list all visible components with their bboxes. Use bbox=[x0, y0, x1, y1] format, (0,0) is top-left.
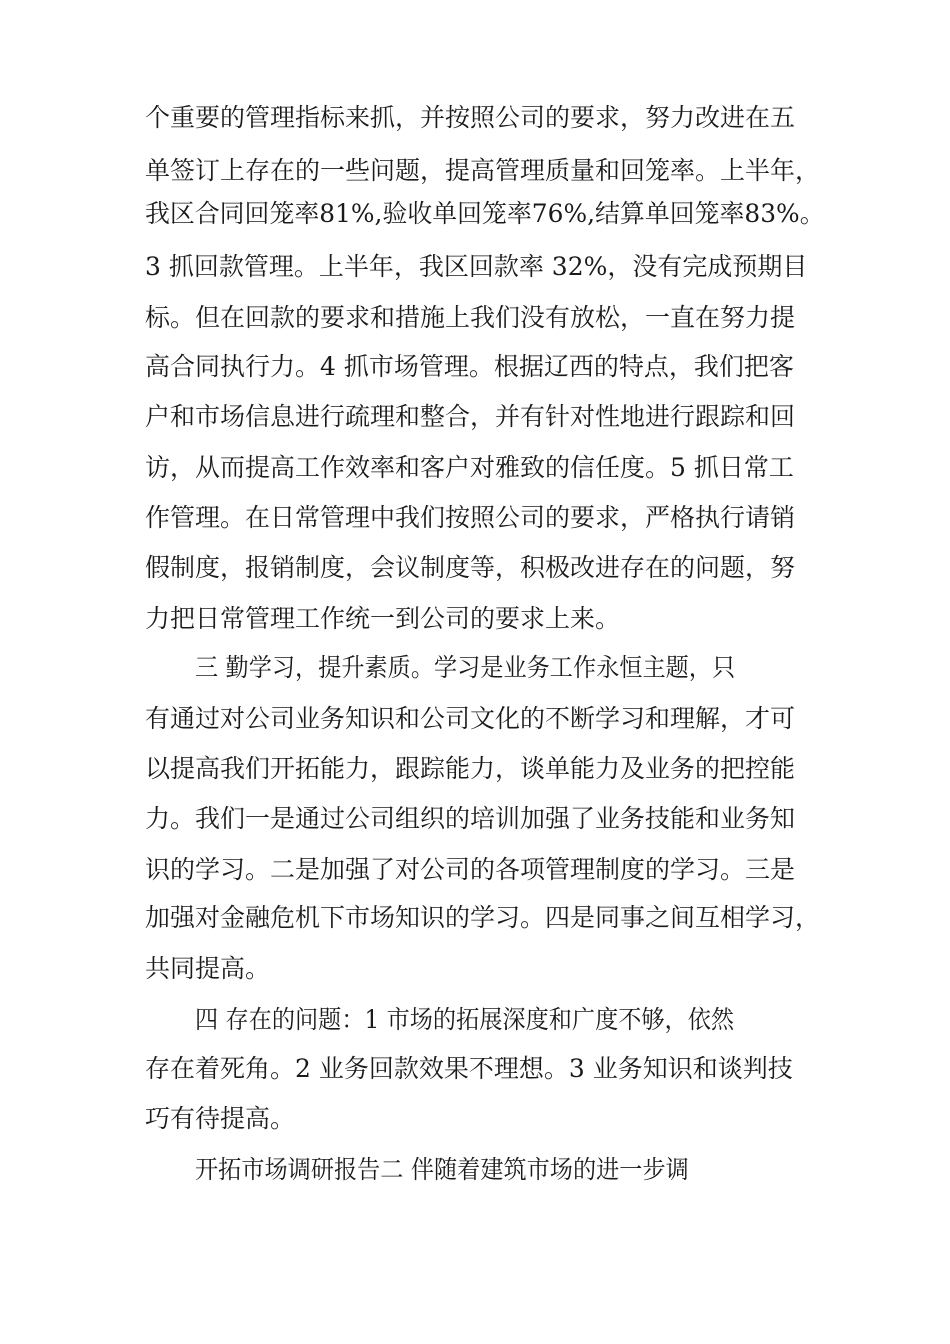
paragraph-1-line-8: 访，从而提高工作效率和客户对雅致的信任度。5 抓日常工 bbox=[145, 453, 794, 482]
paragraph-1-line-10: 假制度，报销制度，会议制度等，积极改进存在的问题，努 bbox=[145, 553, 796, 582]
paragraph-1-line-11: 力把日常管理工作统一到公司的要求上来。 bbox=[145, 604, 621, 633]
paragraph-2-line-2: 有通过对公司业务知识和公司文化的不断学习和理解，才可 bbox=[145, 704, 796, 733]
paragraph-1-line-2: 单签订上存在的一些问题，提高管理质量和回笼率。上半年， bbox=[145, 156, 821, 185]
paragraph-2-line-4: 力。我们一是通过公司组织的培训加强了业务技能和业务知 bbox=[145, 804, 796, 833]
paragraph-2-line-3: 以提高我们开拓能力，跟踪能力，谈单能力及业务的把控能 bbox=[145, 754, 796, 783]
paragraph-1-line-4: 3 抓回款管理。上半年，我区回款率 32%，没有完成预期目 bbox=[145, 252, 808, 281]
paragraph-2-line-7: 共同提高。 bbox=[145, 954, 271, 983]
paragraph-1-line-6: 高合同执行力。4 抓市场管理。根据辽西的特点，我们把客 bbox=[145, 352, 794, 381]
paragraph-1-line-7: 户和市场信息进行疏理和整合，并有针对性地进行跟踪和回 bbox=[145, 402, 796, 431]
paragraph-3-line-3: 巧有待提高。 bbox=[145, 1104, 296, 1133]
paragraph-2-line-1: 三 勤学习，提升素质。学习是业务工作永恒主题，只 bbox=[195, 653, 736, 682]
paragraph-3-line-2: 存在着死角。2 业务回款效果不理想。3 业务知识和谈判技 bbox=[145, 1054, 793, 1083]
paragraph-1-line-1: 个重要的管理指标来抓，并按照公司的要求，努力改进在五 bbox=[145, 103, 796, 132]
paragraph-3-line-1: 四 存在的问题：1 市场的拓展深度和广度不够，依然 bbox=[195, 1005, 735, 1034]
paragraph-2-line-6: 加强对金融危机下市场知识的学习。四是同事之间互相学习， bbox=[145, 903, 821, 932]
paragraph-4-line-1: 开拓市场调研报告二 伴随着建筑市场的进一步调 bbox=[195, 1155, 689, 1184]
paragraph-1-line-5: 标。但在回款的要求和措施上我们没有放松，一直在努力提 bbox=[145, 303, 796, 332]
paragraph-2-line-5: 识的学习。二是加强了对公司的各项管理制度的学习。三是 bbox=[145, 855, 796, 884]
paragraph-1-line-9: 作管理。在日常管理中我们按照公司的要求，严格执行请销 bbox=[145, 503, 796, 532]
paragraph-1-line-3: 我区合同回笼率81%,验收单回笼率76%,结算单回笼率83%。 bbox=[145, 199, 825, 228]
